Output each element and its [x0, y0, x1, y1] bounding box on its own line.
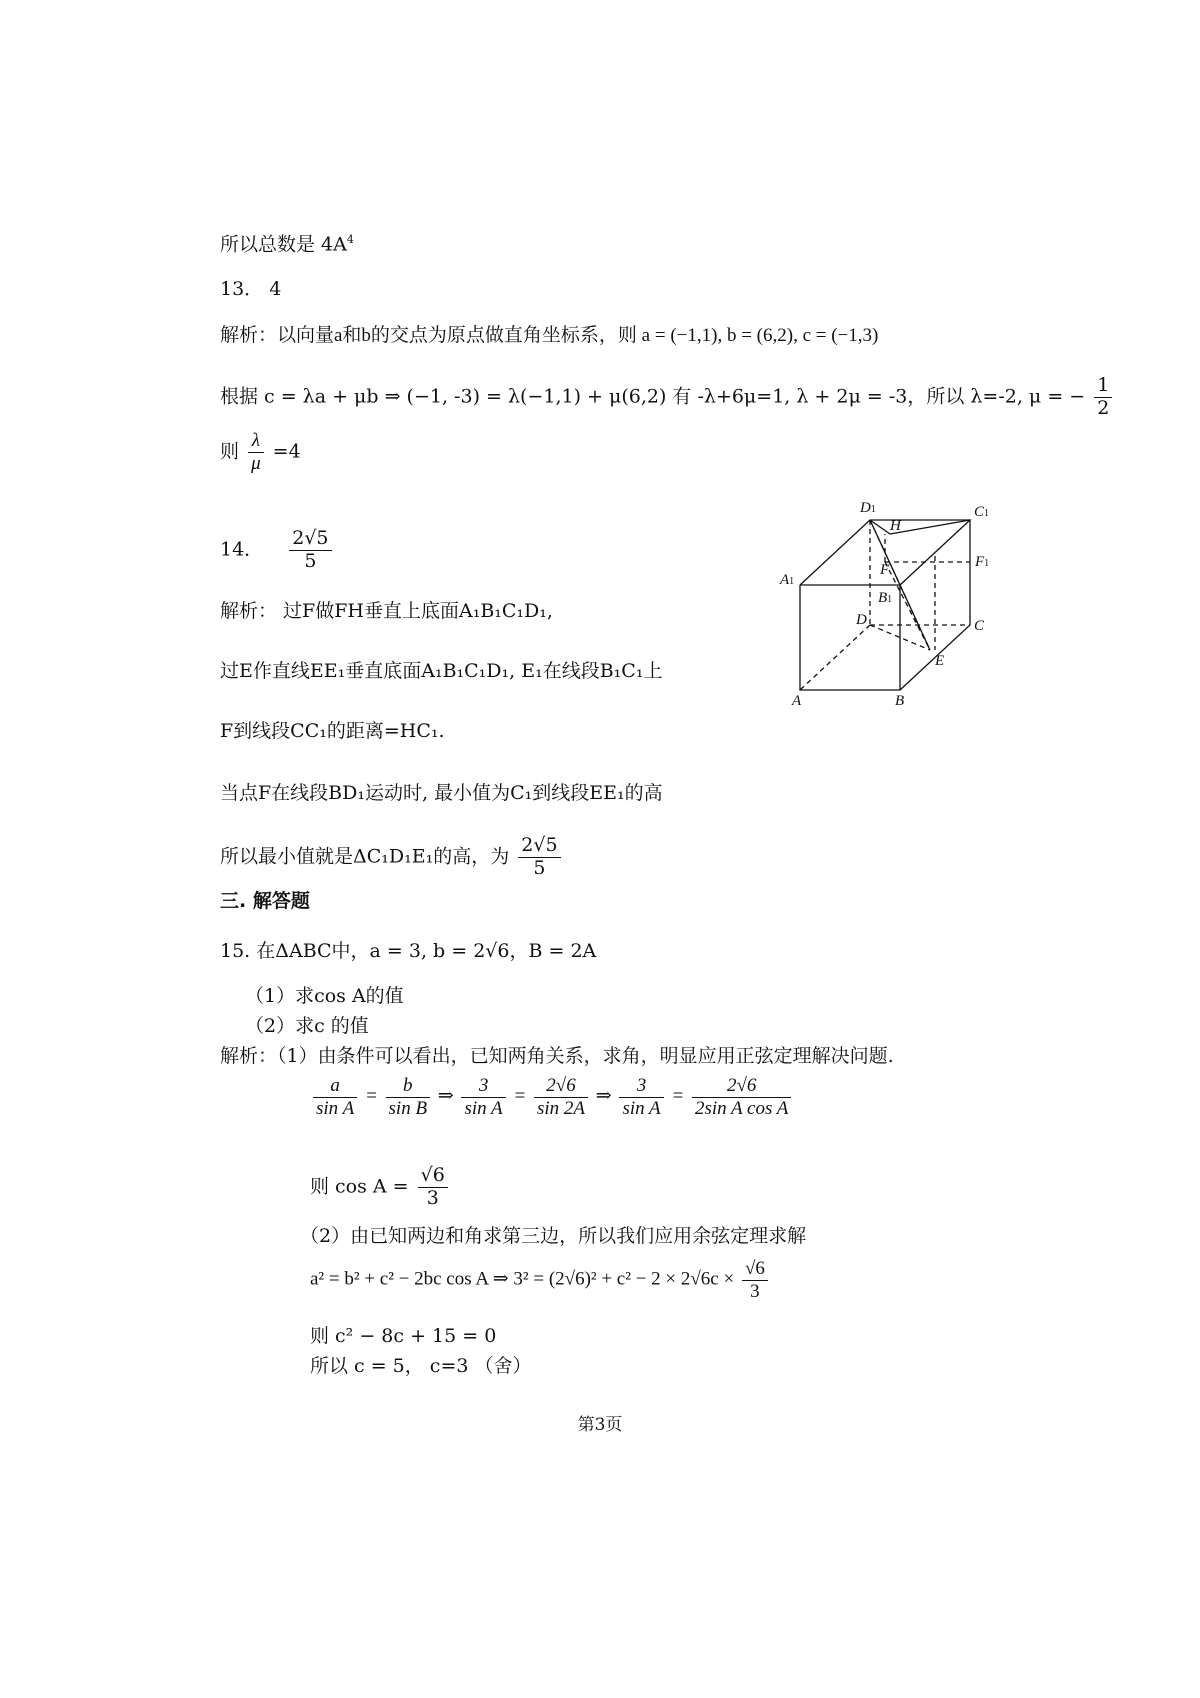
q14-sol-5: 所以最小值就是ΔC₁D₁E₁的高，为 $\frac{2√5}{5}$ [220, 835, 564, 880]
q15-statement: 15. 在ΔABC中，a = 3, b = 2√6，B = 2A [220, 940, 597, 962]
q15-sine-law: $\frac{a}{\text{sin A}}$ = $\frac{b}{\text{sin B}}$ ⇒ $\frac{3}{\text{sin A}}$ = $\frac{2√6}{\sin 2A}$ ⇒ $\frac{3}{\text{sin A}}$ = $\frac{2√6}{\text{2sin A cos A}}$ [310, 1075, 794, 1120]
label-B: B [895, 693, 905, 709]
q15-cos-result: 则 cos A = $\frac{√6}{3}$ [310, 1165, 451, 1210]
label-B1: B1 [878, 590, 893, 606]
q15-solution: 解析：（1）由条件可以看出，已知两角关系，求角，明显应用正弦定理解决问题. [220, 1045, 894, 1067]
q15-part2-intro: （2）由已知两边和角求第三边，所以我们应用余弦定理求解 [300, 1225, 807, 1247]
q14-sol-4: 当点F在线段BD₁运动时, 最小值为C₁到线段EE₁的高 [220, 782, 663, 804]
q15-part1: （1）求cos A的值 [245, 985, 404, 1007]
cube-figure [770, 490, 1010, 720]
section-heading: 三. 解答题 [220, 890, 310, 912]
q15-cosine-law: a² = b² + c² − 2bc cos A ⇒ 3² = (2√6)² + c² − 2 × 2√6c × $\frac{√6}{3}$ [310, 1258, 771, 1303]
q14-sol-1: 解析： 过F做FH垂直上底面A₁B₁C₁D₁, [220, 600, 553, 622]
label-F: F [880, 562, 890, 578]
q13-solution: 解析：以向量a和b的交点为原点做直角坐标系，则 a = (−1,1), b = (6,2), c = (−1,3) [220, 325, 879, 346]
page-number: 第3页 [577, 1415, 623, 1435]
label-C: C [974, 618, 985, 634]
q15-quadratic: 则 c² − 8c + 15 = 0 [310, 1325, 497, 1347]
q13-ratio: 则 $\frac{\lambda}{\mu}$ =4 [220, 430, 301, 474]
label-C1: C1 [974, 504, 990, 520]
label-D: D [856, 612, 867, 628]
label-E: E [935, 653, 945, 669]
label-H: H [890, 518, 901, 534]
q14-sol-3: F到线段CC₁的距离=HC₁. [220, 720, 445, 742]
label-F1: F1 [975, 554, 990, 570]
label-D1: D1 [860, 500, 876, 516]
label-A: A [792, 693, 802, 709]
q14-answer: 14． $\frac{2√5}{5}$ [220, 528, 335, 573]
q14-sol-2: 过E作直线EE₁垂直底面A₁B₁C₁D₁, E₁在线段B₁C₁上 [220, 660, 663, 682]
q13-answer: 13． 4 [220, 278, 282, 300]
q13-equation: 根据 c = λa + μb ⇒ (−1, -3) = λ(−1,1) + μ(6,2) 有 -λ+6μ=1, λ + 2μ = -3，所以 λ=-2, μ = − $\frac{1}{2}$ [220, 375, 1115, 420]
line-total: 所以总数是 $4A^4$ [220, 233, 354, 256]
q15-part2: （2）求c 的值 [245, 1015, 369, 1037]
q15-final-answer: 所以 c = 5， c=3 （舍） [310, 1355, 532, 1377]
label-A1: A1 [780, 572, 795, 588]
